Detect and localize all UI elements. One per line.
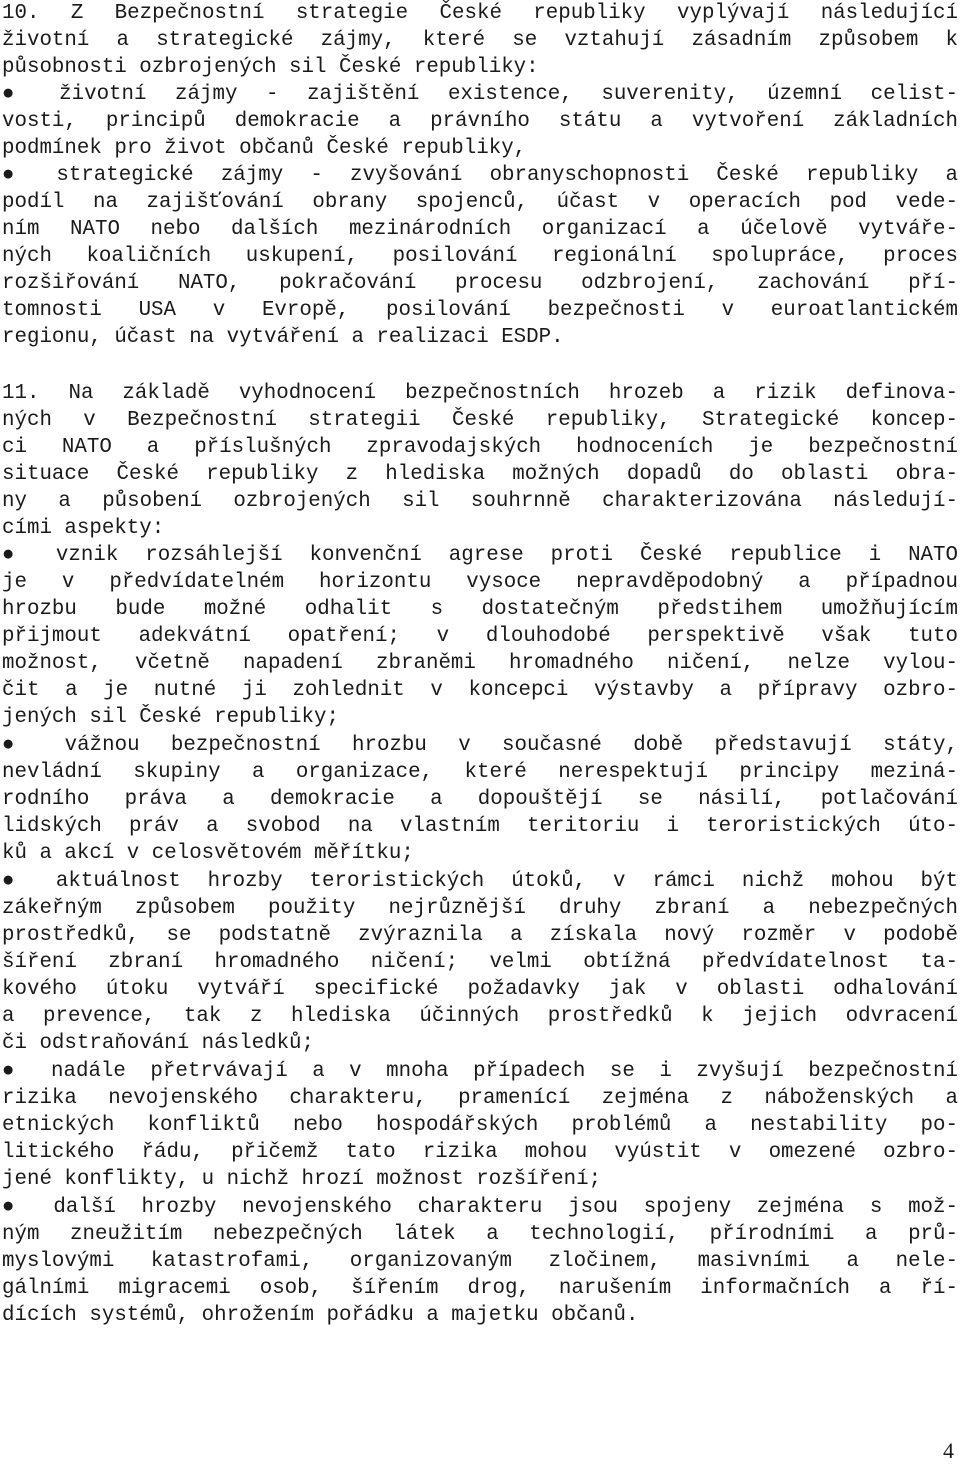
text-line: jených sil České republiky; [2, 706, 339, 729]
text-line: ným zneužitím nebezpečných látek a technologií, přírodními a prů- [2, 1223, 958, 1246]
text-line: ci NATO a příslušných zpravodajských hodnoceních je bezpečnostní [2, 436, 958, 459]
text-line: hrozbu bude možné odhalit s dostatečným předstihem umožňujícím [2, 598, 958, 621]
text-line: lidských práv a svobod na vlastním teritoriu i teroristických úto- [2, 815, 958, 838]
text-line: dících systémů, ohrožením pořádku a majetku občanů. [2, 1304, 639, 1327]
text-line: ků a akcí v celosvětovém měřítku; [2, 842, 414, 865]
text-line: nevládní skupiny a organizace, které nerespektují principy meziná- [2, 761, 958, 784]
text-line: rizika nevojenského charakteru, pramenící zejména z náboženských a [2, 1087, 958, 1110]
bullet-line: ● strategické zájmy - zvyšování obranyschopnosti České republiky a [2, 164, 958, 187]
text-line: cími aspekty: [2, 517, 165, 540]
text-line: rozšiřování NATO, pokračování procesu odzbrojení, zachování pří- [2, 272, 958, 295]
bullet-line: ● vznik rozsáhlejší konvenční agrese proti České republice i NATO [2, 544, 958, 567]
text-line: a prevence, tak z hlediska účinných prostředků k jejich odvracení [2, 1005, 958, 1028]
text-line: gálními migracemi osob, šířením drog, narušením informačních a ří- [2, 1277, 958, 1300]
text-line: podíl na zajišťování obrany spojenců, účast v operacích pod vede- [2, 191, 958, 214]
text-line: kového útoku vytváří specifické požadavky jak v oblasti odhalování [2, 978, 958, 1001]
text-line: je v předvídatelném horizontu vysoce nepravděpodobný a případnou [2, 571, 958, 594]
bullet-line: ● nadále přetrvávají a v mnoha případech se i zvyšují bezpečnostní [2, 1060, 958, 1083]
page-number: 4 [943, 1438, 954, 1463]
text-line: 10. Z Bezpečnostní strategie České republiky vyplývají následující [2, 2, 958, 25]
text-line: šíření zbraní hromadného ničení; velmi obtížná předvídatelnost ta- [2, 951, 958, 974]
text-line: rodního práva a demokracie a dopouštějí se násilí, potlačování [2, 788, 958, 811]
text-line: prostředků, se podstatně zvýraznila a získala nový rozměr v podobě [2, 924, 958, 947]
text-line: litického řádu, přičemž tato rizika mohou vyústit v omezené ozbro- [2, 1141, 958, 1164]
text-line: ny a působení ozbrojených sil souhrnně charakterizována následují- [2, 490, 958, 513]
text-line: ných koaličních uskupení, posilování regionální spolupráce, proces [2, 245, 958, 268]
text-line: tomnosti USA v Evropě, posilování bezpečnosti v euroatlantickém [2, 299, 958, 322]
text-line: možnost, včetně napadení zbraněmi hromadného ničení, nelze vylou- [2, 652, 958, 675]
text-line: myslovými katastrofami, organizovaným zločinem, masivními a nele- [2, 1250, 958, 1273]
text-line: zákeřným způsobem použity nejrůznější druhy zbraní a nebezpečných [2, 897, 958, 920]
text-line: působnosti ozbrojených sil České republiky: [2, 56, 539, 79]
text-line: regionu, účast na vytváření a realizaci ESDP. [2, 326, 564, 349]
bullet-line: ● vážnou bezpečnostní hrozbu v současné době představují státy, [2, 734, 958, 757]
text-line: 11. Na základě vyhodnocení bezpečnostních hrozeb a rizik definova- [2, 382, 958, 405]
text-line: etnických konfliktů nebo hospodářských problémů a nestability po- [2, 1114, 958, 1137]
bullet-line: ● aktuálnost hrozby teroristických útoků, v rámci nichž mohou být [2, 870, 958, 893]
text-line: přijmout adekvátní opatření; v dlouhodobé perspektivě však tuto [2, 625, 958, 648]
text-line: situace České republiky z hlediska možných dopadů do oblasti obra- [2, 463, 958, 486]
bullet-line: ● životní zájmy - zajištění existence, suverenity, územní celist- [2, 83, 958, 106]
text-line: jené konflikty, u nichž hrozí možnost rozšíření; [2, 1168, 602, 1191]
text-line: čit a je nutné ji zohlednit v koncepci výstavby a přípravy ozbro- [2, 679, 958, 702]
text-line: podmínek pro život občanů České republiky, [2, 137, 527, 160]
text-line: ním NATO nebo dalších mezinárodních organizací a účelově vytváře- [2, 218, 958, 241]
text-line: či odstraňování následků; [2, 1032, 315, 1055]
bullet-line: ● další hrozby nevojenského charakteru jsou spojeny zejména s mož- [2, 1196, 958, 1219]
text-line: životní a strategické zájmy, které se vztahují zásadním způsobem k [2, 29, 958, 52]
text-line: vosti, principů demokracie a právního státu a vytvoření základních [2, 110, 958, 133]
text-line: ných v Bezpečnostní strategii České republiky, Strategické koncep- [2, 409, 958, 432]
